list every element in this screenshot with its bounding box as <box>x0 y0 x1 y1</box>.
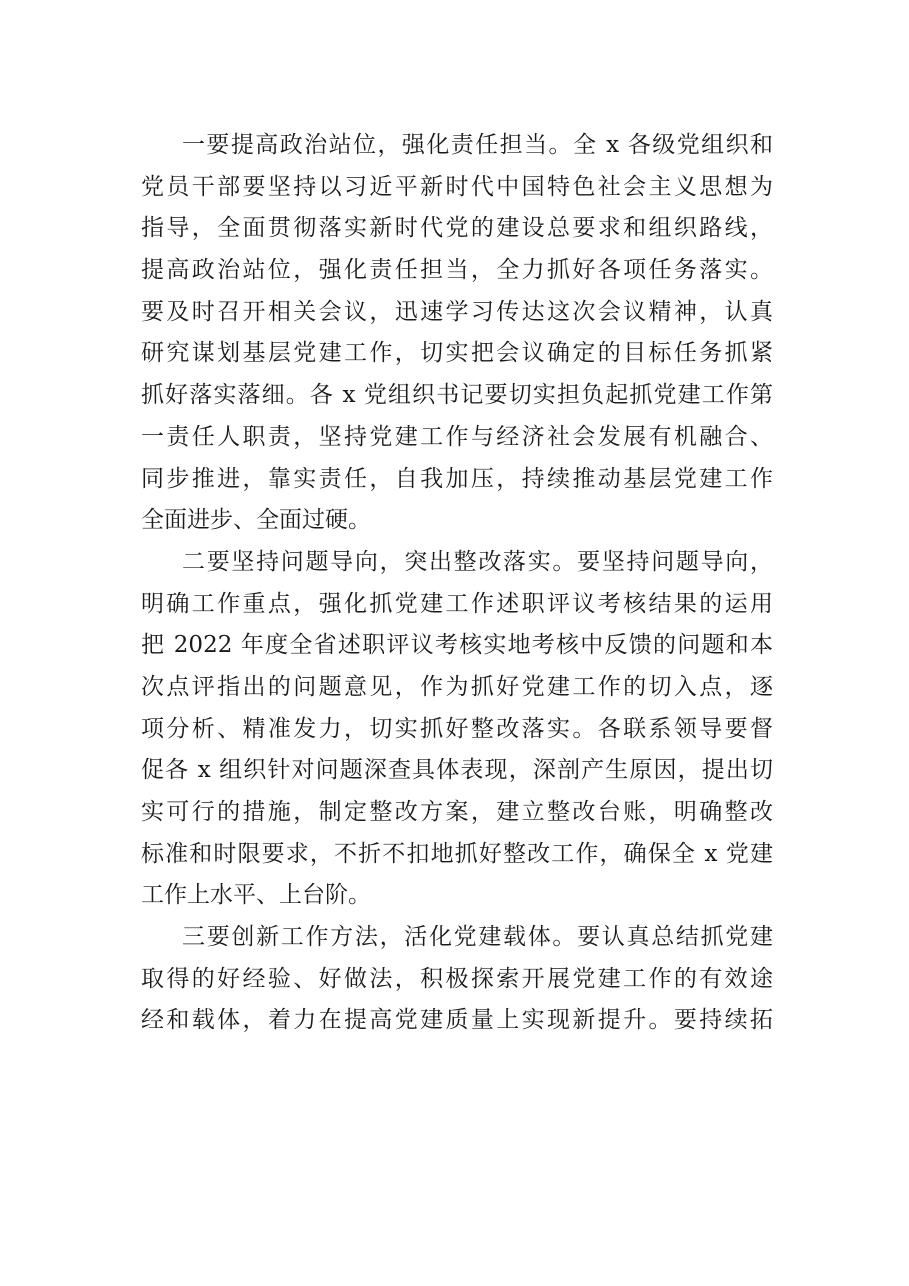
paragraph-line: 三要创新工作方法，活化党建载体。要认真总结抓党建 <box>182 924 773 951</box>
paragraph-line: 工作上水平、上台阶。 <box>141 882 371 909</box>
paragraph-line: 促各 x 组织针对问题深查具体表现，深剖产生原因，提出切 <box>141 757 773 784</box>
paragraph-line: 取得的好经验、好做法，积极探索开展党建工作的有效途 <box>141 965 773 992</box>
paragraph-line: 次点评指出的问题意见，作为抓好党建工作的切入点，逐 <box>141 673 773 700</box>
paragraph-line: 党员干部要坚持以习近平新时代中国特色社会主义思想为 <box>141 173 773 200</box>
paragraph-line: 项分析、精准发力，切实抓好整改落实。各联系领导要督 <box>141 715 773 742</box>
paragraph-line: 要及时召开相关会议，迅速学习传达这次会议精神，认真 <box>141 298 773 325</box>
paragraph-line: 经和载体，着力在提高党建质量上实现新提升。要持续拓 <box>141 1007 773 1034</box>
paragraph-line: 抓好落实落细。各 x 党组织书记要切实担负起抓党建工作第 <box>141 382 773 409</box>
paragraph-line: 实可行的措施，制定整改方案，建立整改台账，明确整改 <box>141 799 773 825</box>
paragraph-line: 明确工作重点，强化抓党建工作述职评议考核结果的运用 <box>141 590 773 617</box>
paragraph-2 <box>141 542 773 917</box>
paragraph-line: 同步推进，靠实责任，自我加压，持续推动基层党建工作 <box>141 465 773 492</box>
paragraph-line: 提高政治站位，强化责任担当，全力抓好各项任务落实。 <box>141 257 773 284</box>
paragraph-line: 全面进步、全面过硬。 <box>141 507 371 534</box>
paragraph-line: 把 2022 年度全省述职评议考核实地考核中反馈的问题和本 <box>141 632 773 659</box>
document-body <box>141 125 773 1042</box>
paragraph-line: 一要提高政治站位，强化责任担当。全 x 各级党组织和 <box>182 132 773 158</box>
paragraph-3 <box>141 917 773 1042</box>
paragraph-line: 标准和时限要求，不折不扣地抓好整改工作，确保全 x 党建 <box>141 840 773 867</box>
paragraph-line: 研究谋划基层党建工作，切实把会议确定的目标任务抓紧 <box>141 340 773 367</box>
paragraph-1 <box>141 125 773 542</box>
paragraph-line: 一责任人职责，坚持党建工作与经济社会发展有机融合、 <box>141 423 773 450</box>
paragraph-line: 二要坚持问题导向，突出整改落实。要坚持问题导向， <box>182 548 773 575</box>
paragraph-line: 指导，全面贯彻落实新时代党的建设总要求和组织路线， <box>141 215 773 242</box>
